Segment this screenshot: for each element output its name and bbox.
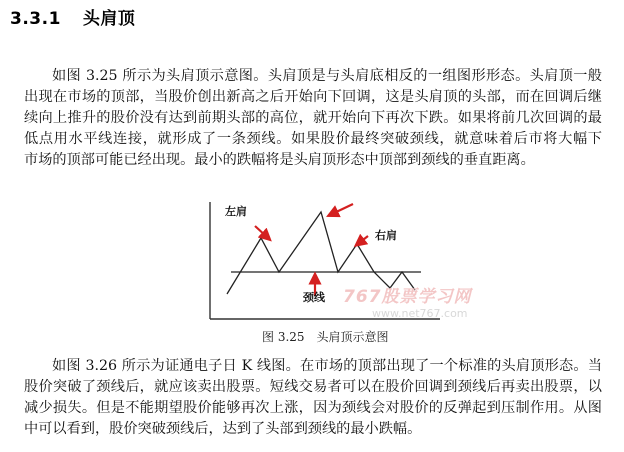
left-shoulder-label: 左肩 <box>225 205 247 218</box>
section-title: 头肩顶 <box>82 9 136 29</box>
paragraph-example-stock <box>24 356 602 440</box>
paragraph-head-shoulders-intro <box>24 66 602 171</box>
paragraph-line: 市场的顶部可能已经出现。最小的跌幅将是头肩顶形态中顶部到颈线的垂直距离。 <box>24 152 535 168</box>
paragraph-line: 减少损失。但是不能期望股价能够再次上涨，因为颈线会对股价的反弹起到压制作用。从图 <box>24 400 602 416</box>
paragraph-line: 股价突破了颈线后，就应该卖出股票。短线交易者可以在股价回调到颈线后再卖出股票，以 <box>24 379 602 395</box>
paragraph-line: 低点用水平线连接，就形成了一条颈线。如果股价最终突破颈线，就意味着后市将大幅下 <box>24 131 602 147</box>
section-heading <box>10 4 135 29</box>
watermark-url: www.net767.com <box>372 307 468 320</box>
paragraph-line: 如图 3.26 所示为证通电子日 K 线图。在市场的顶部出现了一个标准的头肩顶形态。当 <box>52 358 602 374</box>
figure-caption: 图 3.25 头肩顶示意图 <box>262 330 389 344</box>
head-arrow <box>332 204 353 214</box>
paragraph-line: 续向上推升的股价没有达到前期头部的高位，就开始向下再次下跌。如果将前几次回调的最 <box>24 110 602 126</box>
paragraph-line: 如图 3.25 所示为头肩顶示意图。头肩顶是与头肩底相反的一组图形形态。头肩顶一般 <box>52 68 602 84</box>
right-shoulder-arrow <box>359 236 368 243</box>
right-shoulder-label: 右肩 <box>375 229 397 242</box>
left-shoulder-arrow <box>255 226 267 237</box>
paragraph-line: 中可以看到，股价突破颈线后，达到了头部到颈线的最小跌幅。 <box>24 421 422 437</box>
paragraph-line: 出现在市场的顶部，当股价创出新高之后开始向下回调，这是头肩顶的头部，而在回调后继 <box>24 89 602 105</box>
watermark-site-name: 767股票学习网 <box>343 287 472 307</box>
neckline-label: 颈线 <box>303 291 325 304</box>
section-number: 3.3.1 <box>10 9 61 29</box>
